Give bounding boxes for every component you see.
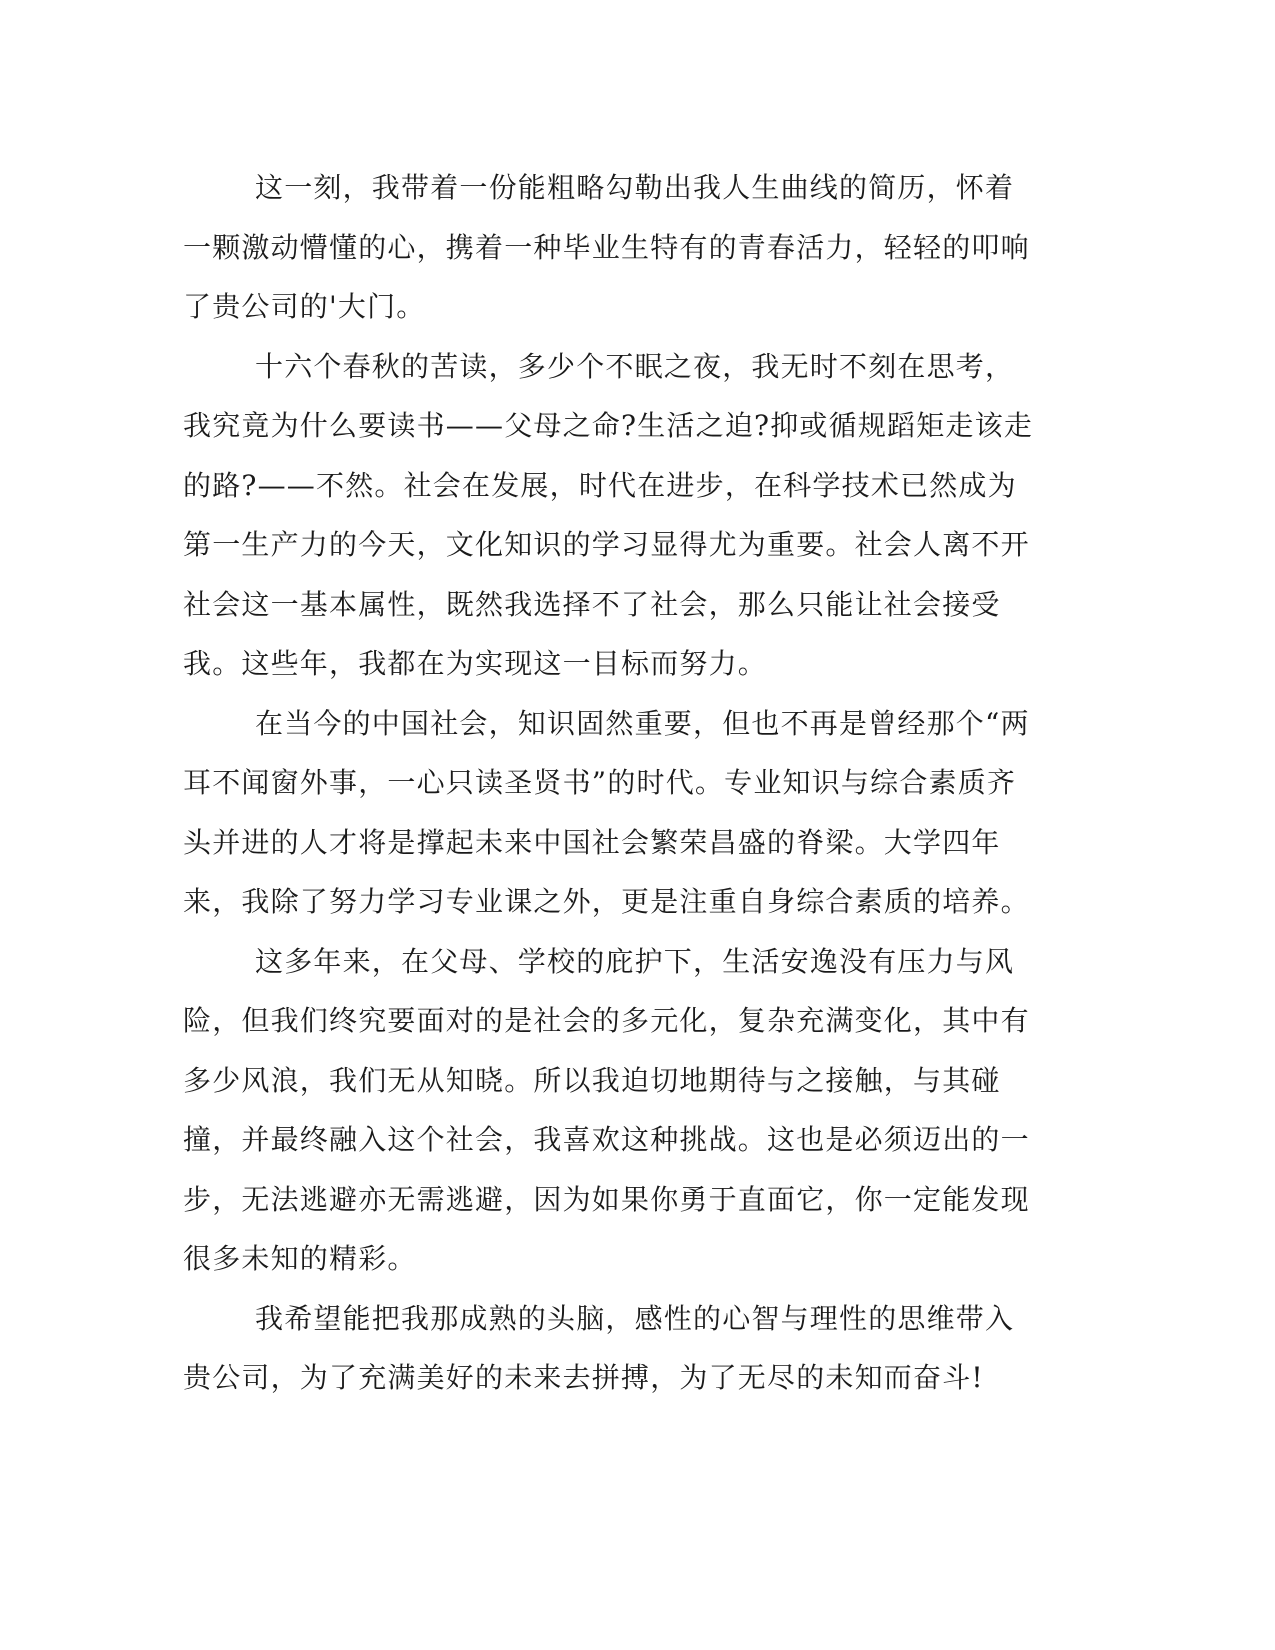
paragraph-3: 在当今的中国社会，知识固然重要，但也不再是曾经那个“两耳不闻窗外事，一心只读圣贤书”的时代。专业知识与综合素质齐头并进的人才将是撑起未来中国社会繁荣昌盛的脊梁。大学四年来，我除了努力学习专业课之外，更是注重自身综合素质的培养。 — [183, 706, 1030, 918]
paragraph-4: 这多年来，在父母、学校的庇护下，生活安逸没有压力与风险，但我们终究要面对的是社会的多元化，复杂充满变化，其中有多少风浪，我们无从知晓。所以我迫切地期待与之接触，与其碰撞，并最终融入这个社会，我喜欢这种挑战。这也是必须迈出的一步，无法逃避亦无需逃避，因为如果你勇于直面它，你一定能发现很多未知的精彩。 — [183, 944, 1030, 1275]
letter-body — [183, 158, 1043, 1408]
paragraph-2: 十六个春秋的苦读，多少个不眠之夜，我无时不刻在思考，我究竟为什么要读书——父母之命?生活之迫?抑或循规蹈矩走该走的路?——不然。社会在发展，时代在进步，在科学技术已然成为第一生产力的今天，文化知识的学习显得尤为重要。社会人离不开社会这一基本属性，既然我选择不了社会，那么只能让社会接受我。这些年，我都在为实现这一目标而努力。 — [183, 349, 1034, 680]
paragraph-1: 这一刻，我带着一份能粗略勾勒出我人生曲线的简历，怀着一颗激动懵懂的心，携着一种毕业生特有的青春活力，轻轻的叩响了贵公司的'大门。 — [183, 171, 1030, 323]
paragraph-5: 我希望能把我那成熟的头脑，感性的心智与理性的思维带入贵公司，为了充满美好的未来去拼搏，为了无尽的未知而奋斗! — [183, 1301, 1015, 1394]
